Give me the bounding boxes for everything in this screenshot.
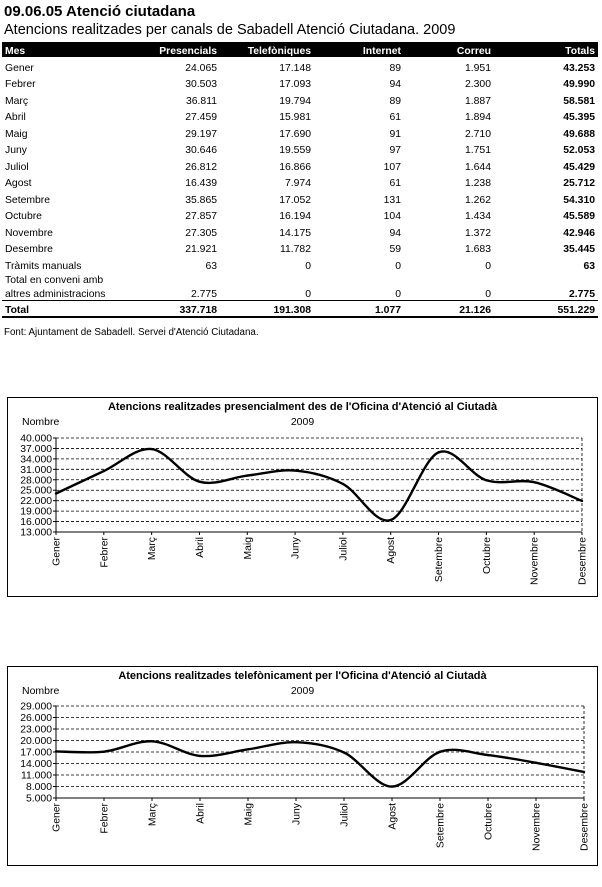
chart-plot (8, 398, 597, 596)
x-tick-label: Juny (291, 803, 303, 825)
table-row (2, 189, 598, 206)
x-tick-label: Desembre (579, 803, 591, 851)
data-point (151, 740, 153, 742)
cell-correu: 0 (485, 260, 491, 272)
cell-internet: 0 (395, 288, 401, 300)
x-tick-label: Octubre (481, 537, 493, 574)
data-point (295, 741, 297, 743)
cell-telefoniques: 0 (305, 288, 311, 300)
data-point (533, 481, 535, 483)
table-row-total (2, 300, 598, 317)
cell-correu: 1.434 (464, 211, 491, 222)
cell-correu: 1.262 (464, 194, 491, 206)
cell-mes: altres administracions (5, 288, 106, 300)
data-point (583, 771, 585, 773)
cell-correu: 1.894 (464, 112, 491, 123)
x-tick-label: Juny (290, 537, 302, 559)
table-row (2, 123, 598, 140)
col-header-internet: Internet (362, 46, 401, 57)
cell-telefoniques: 7.974 (284, 178, 311, 189)
cell-internet: 61 (389, 178, 401, 189)
cell-mes: Gener (5, 62, 34, 74)
data-point (437, 451, 439, 453)
table-row-conveni-2 (2, 286, 598, 301)
cell-presencials: 27.305 (185, 227, 217, 239)
table-row (2, 173, 598, 190)
cell-presencials: 337.718 (132, 300, 220, 317)
x-tick-label: Maig (243, 803, 255, 826)
data-point (390, 519, 392, 521)
cell-mes: Febrer (5, 79, 36, 90)
x-tick-label: Abril (194, 537, 206, 558)
cell-internet: 107 (383, 161, 401, 173)
data-point (103, 750, 105, 752)
y-tick-label: 11.000 (20, 770, 52, 782)
cell-internet: 0 (395, 260, 401, 272)
cell-mes: Total (2, 300, 132, 317)
y-tick-label: 22.000 (20, 496, 52, 508)
x-tick-label: Agost (386, 537, 398, 564)
y-tick-label: 23.000 (20, 724, 52, 736)
data-point (198, 480, 200, 482)
cell-totals: 63 (583, 260, 595, 272)
y-tick-label: 13.000 (20, 527, 52, 539)
data-point (342, 483, 344, 485)
cell-presencials: 26.812 (185, 161, 217, 173)
cell-telefoniques: 0 (305, 260, 311, 272)
chart-plot (8, 667, 597, 865)
chart-presencials (7, 397, 598, 597)
y-tick-label: 14.000 (20, 759, 52, 770)
cell-telefoniques: 191.308 (220, 300, 314, 317)
table-body (2, 57, 598, 317)
series-line (56, 449, 582, 521)
cell-presencials: 21.921 (185, 244, 217, 255)
cell-telefoniques: 19.559 (279, 145, 311, 156)
cell-mes: Juny (5, 145, 27, 156)
col-header-correu: Correu (456, 46, 491, 57)
cell-totals: 49.990 (563, 79, 595, 90)
cell-totals: 2.775 (568, 288, 595, 300)
table-row (2, 57, 598, 74)
y-tick-label: 40.000 (20, 433, 52, 445)
cell-telefoniques: 17.690 (279, 128, 311, 140)
x-tick-label: Març (147, 803, 159, 827)
col-header-totals: Totals (565, 46, 595, 57)
table-row (2, 140, 598, 157)
x-tick-label: Febrer (99, 537, 111, 568)
data-point (55, 750, 57, 752)
cell-totals: 35.445 (563, 244, 595, 255)
table-row (2, 107, 598, 124)
x-tick-label: Juliol (339, 803, 351, 827)
cell-telefoniques: 19.794 (279, 95, 311, 107)
page-title: 09.06.05 Atenció ciutadana (4, 3, 196, 20)
cell-correu: 2.300 (464, 79, 491, 90)
source-note: Font: Ajuntament de Sabadell. Servei d'Atenció Ciutadana. (4, 327, 259, 338)
y-tick-label: 26.000 (20, 713, 52, 724)
y-tick-label: 31.000 (20, 464, 52, 476)
cell-correu: 1.887 (464, 95, 491, 107)
cell-totals: 43.253 (563, 62, 595, 74)
cell-presencials: 35.865 (185, 194, 217, 206)
y-tick-label: 8.000 (25, 782, 52, 793)
chart-subtitle: 2009 (290, 416, 315, 428)
cell-mes: Març (5, 95, 29, 107)
cell-telefoniques: 17.052 (279, 194, 311, 206)
cell-presencials: 2.775 (190, 288, 217, 300)
cell-internet: 94 (389, 79, 401, 90)
cell-correu: 1.683 (464, 244, 491, 255)
col-header-presencials: Presencials (159, 46, 217, 57)
x-tick-label: Abril (195, 803, 207, 824)
cell-telefoniques: 16.194 (279, 211, 311, 222)
y-tick-label: 5.000 (25, 793, 52, 805)
x-tick-label: Gener (51, 803, 63, 832)
cell-mes: Abril (5, 112, 26, 123)
cell-correu: 1.372 (464, 227, 491, 239)
cell-telefoniques: 15.981 (279, 112, 311, 123)
cell-mes: Novembre (5, 227, 53, 239)
x-tick-label: Gener (51, 537, 63, 566)
cell-internet: 104 (383, 211, 401, 222)
cell-presencials: 24.065 (185, 62, 217, 74)
cell-presencials: 30.503 (185, 79, 217, 90)
data-table (2, 42, 598, 318)
cell-totals: 49.688 (563, 128, 595, 140)
table-row (2, 255, 598, 272)
cell-totals: 45.429 (563, 161, 595, 173)
page-subtitle: Atencions realitzades per canals de Sabadell Atenció Ciutadana. 2009 (4, 22, 456, 38)
cell-telefoniques: 16.866 (279, 161, 311, 173)
cell-presencials: 16.439 (185, 178, 217, 189)
cell-telefoniques: 14.175 (279, 227, 311, 239)
x-tick-label: Setembre (435, 803, 447, 849)
cell-internet: 91 (389, 128, 401, 140)
cell-mes: Setembre (5, 194, 51, 206)
y-tick-label: 16.000 (20, 517, 52, 529)
cell-mes: Desembre (5, 244, 53, 255)
x-tick-label: Març (147, 537, 159, 561)
col-header-telefoniques: Telefòniques (247, 46, 311, 57)
chart-subtitle: 2009 (290, 685, 315, 697)
cell-correu: 0 (485, 288, 491, 300)
table-row (2, 90, 598, 107)
cell-totals: 54.310 (563, 194, 595, 206)
data-point (487, 754, 489, 756)
table-header-row (2, 42, 598, 57)
y-axis-label: Nombre (22, 416, 60, 428)
table-row (2, 222, 598, 239)
data-point (246, 474, 248, 476)
cell-mes: Agost (5, 178, 32, 189)
x-tick-label: Desembre (577, 537, 589, 585)
chart-telefoniques (7, 666, 598, 866)
cell-mes: Juliol (5, 161, 29, 173)
y-tick-label: 28.000 (20, 475, 52, 487)
data-point (581, 500, 583, 502)
col-header-mes: Mes (5, 46, 26, 57)
x-tick-label: Novembre (529, 537, 541, 585)
y-tick-label: 19.000 (20, 506, 52, 518)
chart-title: Atencions realitzades telefònicament per l'Oficina d'Atenció al Ciutadà (118, 670, 487, 682)
cell-presencials: 30.646 (185, 145, 217, 156)
data-point (343, 751, 345, 753)
cell-mes: Total en conveni amb (5, 274, 104, 286)
cell-presencials: 63 (205, 260, 217, 272)
cell-totals: 45.589 (563, 211, 595, 222)
table-row (2, 74, 598, 91)
x-tick-label: Setembre (434, 537, 446, 583)
cell-internet: 89 (389, 95, 401, 107)
cell-presencials: 27.857 (185, 211, 217, 222)
x-tick-label: Febrer (99, 803, 111, 834)
cell-totals: 42.946 (563, 227, 595, 239)
table-row (2, 206, 598, 223)
cell-presencials: 36.811 (185, 95, 217, 107)
cell-presencials: 29.197 (185, 128, 217, 140)
cell-correu: 1.644 (464, 161, 491, 173)
cell-correu: 1.238 (464, 178, 491, 189)
data-point (391, 785, 393, 787)
cell-correu: 21.126 (404, 300, 494, 317)
x-tick-label: Maig (242, 537, 254, 560)
data-point (150, 448, 152, 450)
table-row-conveni-1 (2, 272, 598, 286)
y-tick-label: 29.000 (20, 701, 52, 713)
y-tick-label: 20.000 (20, 736, 52, 747)
x-tick-label: Agost (387, 803, 399, 830)
cell-mes: Maig (5, 128, 28, 140)
cell-internet: 1.077 (314, 300, 404, 317)
cell-internet: 61 (389, 112, 401, 123)
cell-presencials: 27.459 (185, 112, 217, 123)
y-tick-label: 25.000 (20, 485, 52, 497)
data-point (485, 479, 487, 481)
cell-totals: 52.053 (563, 145, 595, 156)
cell-correu: 2.710 (464, 128, 491, 140)
chart-title: Atencions realitzades presencialment des de l'Oficina d'Atenció al Ciutadà (107, 401, 498, 413)
x-tick-label: Novembre (531, 803, 543, 851)
cell-correu: 1.951 (464, 62, 491, 74)
y-tick-label: 17.000 (20, 747, 52, 759)
x-tick-label: Juliol (338, 537, 350, 561)
y-tick-label: 37.000 (20, 443, 52, 455)
series-line (56, 741, 584, 786)
data-point (294, 469, 296, 471)
data-point (103, 470, 105, 472)
cell-telefoniques: 17.148 (279, 62, 311, 74)
table-row (2, 239, 598, 256)
cell-internet: 131 (383, 194, 401, 206)
data-point (439, 751, 441, 753)
x-tick-label: Octubre (483, 803, 495, 840)
data-point (535, 762, 537, 764)
cell-internet: 89 (389, 62, 401, 74)
cell-correu: 1.751 (464, 145, 491, 156)
cell-internet: 59 (389, 244, 401, 255)
cell-totals: 551.229 (494, 300, 598, 317)
y-tick-label: 34.000 (20, 454, 52, 466)
cell-telefoniques: 17.093 (279, 79, 311, 90)
cell-totals: 25.712 (563, 178, 595, 189)
data-point (55, 492, 57, 494)
cell-totals: 58.581 (563, 95, 595, 107)
table-row (2, 156, 598, 173)
cell-telefoniques: 11.782 (279, 244, 311, 255)
data-point (247, 748, 249, 750)
y-axis-label: Nombre (22, 685, 60, 697)
cell-mes: Tràmits manuals (5, 260, 82, 272)
cell-internet: 94 (389, 227, 401, 239)
data-point (199, 755, 201, 757)
cell-internet: 97 (389, 145, 401, 156)
cell-totals: 45.395 (563, 112, 595, 123)
cell-mes: Octubre (5, 211, 42, 222)
